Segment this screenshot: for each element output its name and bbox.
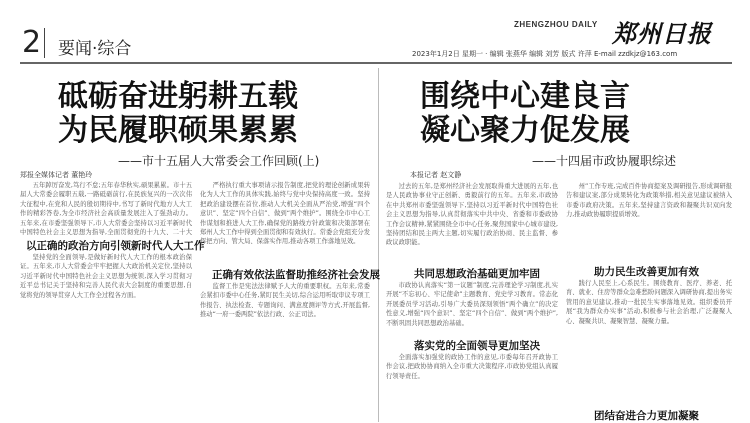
right-col2-body2 [566,279,732,405]
left-byline: 郑报全媒体记者 董艳玲 [20,171,93,179]
right-col2-body2-text: 践行人民至上,心系民生。围绕教育、医疗、养老、托育、就业、住房等群众急难愁盼问题深入调研协商,提出务实管用的意见建议,推动一批民生实事落地见效。组织委员开展“我为群众办实事”活动,积极参与社会治理,广泛凝聚人心、凝聚共识、凝聚智慧、凝聚力量。 [566,280,732,325]
paper-logo: 郑州日报 [612,19,712,48]
left-headline-line2: 为民履职硕果累累 [58,113,298,148]
right-subheadline: ——十四届市政协履职综述 [532,154,677,168]
right-col1-intro [386,182,558,264]
right-headline-line1: 围绕中心建良言 [420,79,630,114]
left-col1-intro-text: 五年踔厉奋发,笃行不怠;五年春华秋实,硕果累累。市十五届人大常委会履职五载,一路砥砺前行,在民族复兴的一次次伟大征程中,在党和人民的殷切期待中,书写了新时代地方人大工作的精彩答卷,为全市经济社会高质量发展注入了强劲动力。五年来,在市委坚强领导下,市人大常委会坚持以习近平新时代中国特色社会主义思想为指导,全面贯彻党的十九大、二十大 [20,182,192,237]
right-section4-title: 团结奋进合力更加凝聚 [594,410,699,422]
right-col2-body-text: 州”工作专班,完成百件协商提案及调研报告,形成调研报告和建议案,部分成果转化为政策举措,相关意见建议被纳入市委市政府决策。五年来,坚持建言资政和凝聚共识双向发力,推动政协履职提质增效。 [566,183,732,219]
left-col2-body2-text: 监督工作是宪法法律赋予人大的重要职权。五年来,常委会紧扣市委中心任务,紧盯民生关切,综合运用听取审议专项工作报告、执法检查、专题询问、满意度测评等方式,开展监督,推动“一府一委两院”依法行政、公正司法。 [200,283,370,319]
left-subheadline: ——市十五届人大常委会工作回顾(上) [118,154,320,168]
left-section1-title: 以正确的政治方向引领新时代人大工作 [26,240,205,252]
column-divider [378,68,379,422]
paper-name-en: ZHENGZHOU DAILY [514,20,598,29]
header-rule [20,62,732,64]
left-col2-body2 [200,282,370,422]
left-col1-body-text: 坚持党的全面领导,是做好新时代人大工作的根本政治保证。五年来,市人大常委会牢牢把握人大政治机关定位,坚持以习近平新时代中国特色社会主义思想为统领,深入学习贯彻习近平总书记关于坚持和完善人民代表大会制度的重要思想,自觉将党的领导贯穿人大工作全过程各方面。 [20,254,192,299]
right-col1-body [386,281,558,335]
issue-info: 2023年1月2日 星期一 · 编辑 张燕华 编辑 刘芳 版式 许萍 E-mail zzdkjz@163.com [412,50,678,58]
left-col1-body [20,253,192,422]
right-byline: 本报记者 赵文静 [410,171,462,179]
left-col2-body [200,181,370,263]
page-header [0,0,750,62]
left-headline-line1: 砥砺奋进躬耕五载 [58,79,298,114]
right-col1-body-text: 市政协认真落实“第一议题”制度,完善理论学习制度,扎实开展“不忘初心、牢记使命”主题教育、党史学习教育。常态化开展委员学习活动,引导广大委员深刻领悟“两个确立”的决定性意义,增强“四个意识”、坚定“四个自信”、做到“两个维护”,不断巩固共同思想政治基础。 [386,282,558,327]
right-section1-title: 共同思想政治基础更加牢固 [414,268,540,280]
right-col1-intro-text: 过去的五年,是郑州经济社会发展取得重大进展的五年,也是人民政协事业守正创新、勇毅前行的五年。五年来,市政协在中共郑州市委坚强领导下,坚持以习近平新时代中国特色社会主义思想为指导,认真贯彻落实中共中央、省委和市委政协工作会议精神,紧紧围绕全市中心任务,聚焦国家中心城市建设,坚持团结和民主两大主题,切实履行政治协商、民主监督、参政议政职能。 [386,183,558,247]
right-headline-line2: 凝心聚力促发展 [420,113,630,148]
page-number: 2 [22,25,42,60]
right-col2-body [566,182,732,262]
left-section2-title: 正确有效依法监督助推经济社会发展 [212,269,380,281]
right-col1-body2 [386,353,558,422]
right-col1-body2-text: 全面落实加强党的政协工作的意见,市委每年召开政协工作会议,把政协协商纳入全市重大决策程序,市政协党组认真履行领导责任。 [386,354,558,380]
right-section3-title: 助力民生改善更加有效 [594,266,699,278]
section-name: 要闻·综合 [58,39,132,59]
right-section2-title: 落实党的全面领导更加坚决 [414,340,540,352]
left-col2-body-text: 严格执行重大事项请示报告制度,把党的理论创新成果转化为人大工作的具体实践,始终与党中央保持高度一致。坚持把政治建设摆在首位,推动人大机关全面从严治党,增强“四个意识”、坚定“四个自信”、做到“两个维护”。围绕全市中心工作谋划和推进人大工作,确保党的路线方针政策和决策部署在郑州人大工作中得到全面贯彻和有效执行。常委会党组充分发挥把方向、管大局、保落实作用,推动各项工作落地见效。 [200,182,370,246]
left-col1-intro [20,181,192,237]
